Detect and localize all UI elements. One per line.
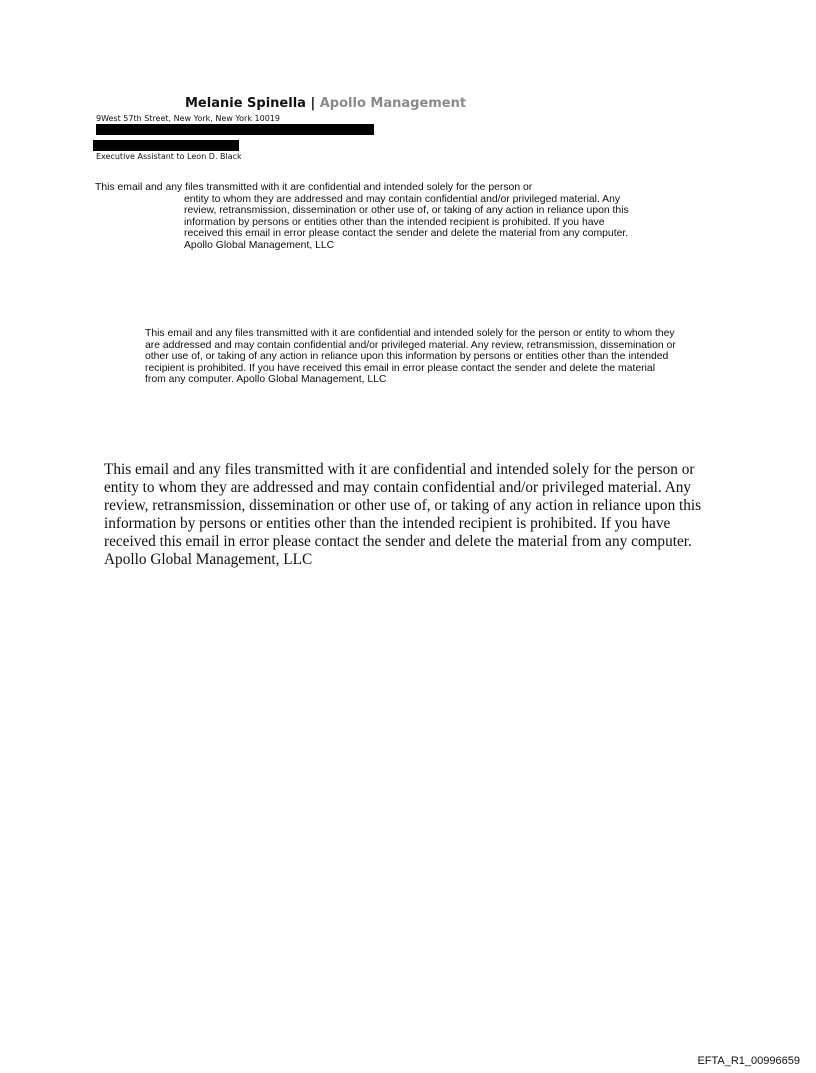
disclaimer-1-rest: entity to whom they are addressed and may contain confidential and/or privileged material. Any review, retransmission, dissemination or other use of, or taking of any action in reliance upon this information by persons or entities other than the intended recipient is prohibited. If you have received this email in error please contact the sender and delete the material from any computer. Apollo Global Management, LLC [184,193,629,251]
redaction-bar [93,140,239,151]
signature-job-title: Executive Assistant to Leon D. Black [96,152,242,161]
signature-name-line [185,96,466,111]
signature-address: 9West 57th Street, New York, New York 10019 [96,114,280,123]
confidentiality-disclaimer-2: This email and any files transmitted with it are confidential and intended solely for the person or entity to whom they are addressed and may contain confidential and/or privileged material. Any review, retransmission, dissemination or other use of, or taking of any action in reliance upon this information by persons or entities other than the intended recipient is prohibited. If you have received this email in error please contact the sender and delete the material from any computer. Apollo Global Management, LLC [145,328,676,385]
confidentiality-disclaimer-1 [95,182,635,251]
redaction-bar [96,124,374,135]
disclaimer-1-first-line: This email and any files transmitted with it are confidential and intended solely for the person or [95,182,533,193]
sender-name: Melanie Spinella [185,96,306,111]
company-name: Apollo Management [319,96,467,111]
confidentiality-disclaimer-3: This email and any files transmitted with it are confidential and intended solely for the person or entity to whom they are addressed and may contain confidential and/or privileged material. Any review, retransmission, dissemination or other use of, or taking of any action in reliance upon this information by persons or entities other than the intended recipient is prohibited. If you have received this email in error please contact the sender and delete the material from any computer. Apollo Global Management, LLC [104,461,702,568]
document-id: EFTA_R1_00996659 [697,1055,800,1067]
name-separator: | [305,96,320,111]
